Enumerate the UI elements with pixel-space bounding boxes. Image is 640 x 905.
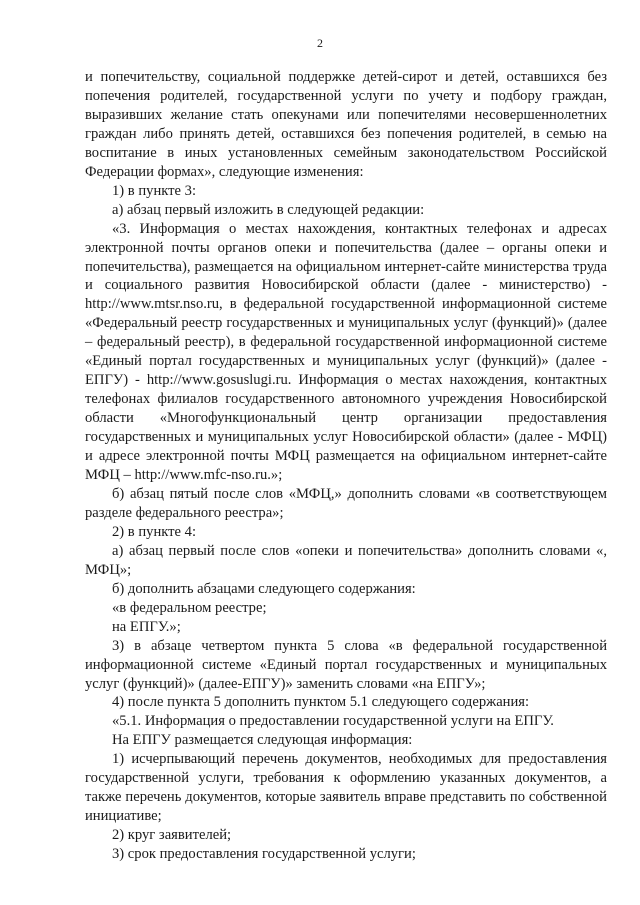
paragraph-epgu: на ЕПГУ.»;: [112, 618, 181, 635]
paragraph-item-1: 1) в пункте 3:: [112, 182, 197, 199]
paragraph-item-2b: б) дополнить абзацами следующего содержания:: [112, 580, 416, 597]
paragraph-clause-3-text: «3. Информация о местах нахождения, контактных телефонах и адресах электронной почты органов опеки и попечительства (далее – органы опеки и попечительства), размещается на официальном интернет-сайте министерства труда и социального развития Новосибирской области (далее - министерство) - http://www.mtsr.nso.ru, в федеральной государственной информационной системе «Федеральный реестр государственных и муниципальных услуг (функций)» (далее – федеральный реестр), в федеральной государственной информационной системе «Единый портал государственных и муниципальных услуг (функций)» (далее - ЕПГУ) - http://www.gosuslugi.ru. Информация о местах нахождения, контактных телефонах филиалов государственного автономного учреждения Новосибирской области «Многофункциональный центр организации предоставления государственных и муниципальных услуг Новосибирской области» (далее - МФЦ) и адресе электронной почты МФЦ размещается на официальном интернет-сайте МФЦ – http://www.mfc-nso.ru.»;: [85, 220, 607, 484]
paragraph-federal-registry: «в федеральном реестре;: [112, 599, 267, 616]
paragraph-item-1a: а) абзац первый изложить в следующей редакции:: [112, 201, 425, 218]
paragraph-clause-5-1-title: «5.1. Информация о предоставлении государственной услуги на ЕПГУ.: [112, 713, 554, 730]
document-body: [85, 68, 607, 864]
paragraph-list-item-2: 2) круг заявителей;: [112, 827, 232, 844]
paragraph-item-4: 4) после пункта 5 дополнить пунктом 5.1 следующего содержания:: [112, 694, 530, 711]
paragraph-item-3: 3) в абзаце четвертом пункта 5 слова «в федеральной государственной информационной системе «Единый портал государственных и муниципальных услуг (функций)» (далее-ЕПГУ)» заменить словами «на ЕПГУ»;: [85, 637, 607, 692]
paragraph-intro-continuation: и попечительству, социальной поддержке детей-сирот и детей, оставшихся без попечения родителей, государственной услуги по учету и подбору граждан, выразивших желание стать опекунами или попечителями несовершеннолетних граждан либо принять детей, оставшихся без попечения родителей, в семью на воспитание в иных установленных семейным законодательством Российской Федерации формах», следующие изменения:: [85, 69, 607, 180]
paragraph-item-2: 2) в пункте 4:: [112, 523, 197, 540]
paragraph-epgu-info: На ЕПГУ размещается следующая информация:: [112, 732, 413, 749]
paragraph-list-item-1: 1) исчерпывающий перечень документов, необходимых для предоставления государственной услуги, требования к оформлению указанных документов, а также перечень документов, которые заявитель вправе представить по собственной инициативе;: [85, 751, 607, 825]
paragraph-list-item-3: 3) срок предоставления государственной услуги;: [112, 846, 416, 863]
paragraph-item-2a: а) абзац первый после слов «опеки и попечительства» дополнить словами «, МФЦ»;: [85, 542, 607, 578]
paragraph-item-1b: б) абзац пятый после слов «МФЦ,» дополнить словами «в соответствующем разделе федерального реестра»;: [85, 485, 607, 521]
page-number: 2: [317, 36, 323, 50]
